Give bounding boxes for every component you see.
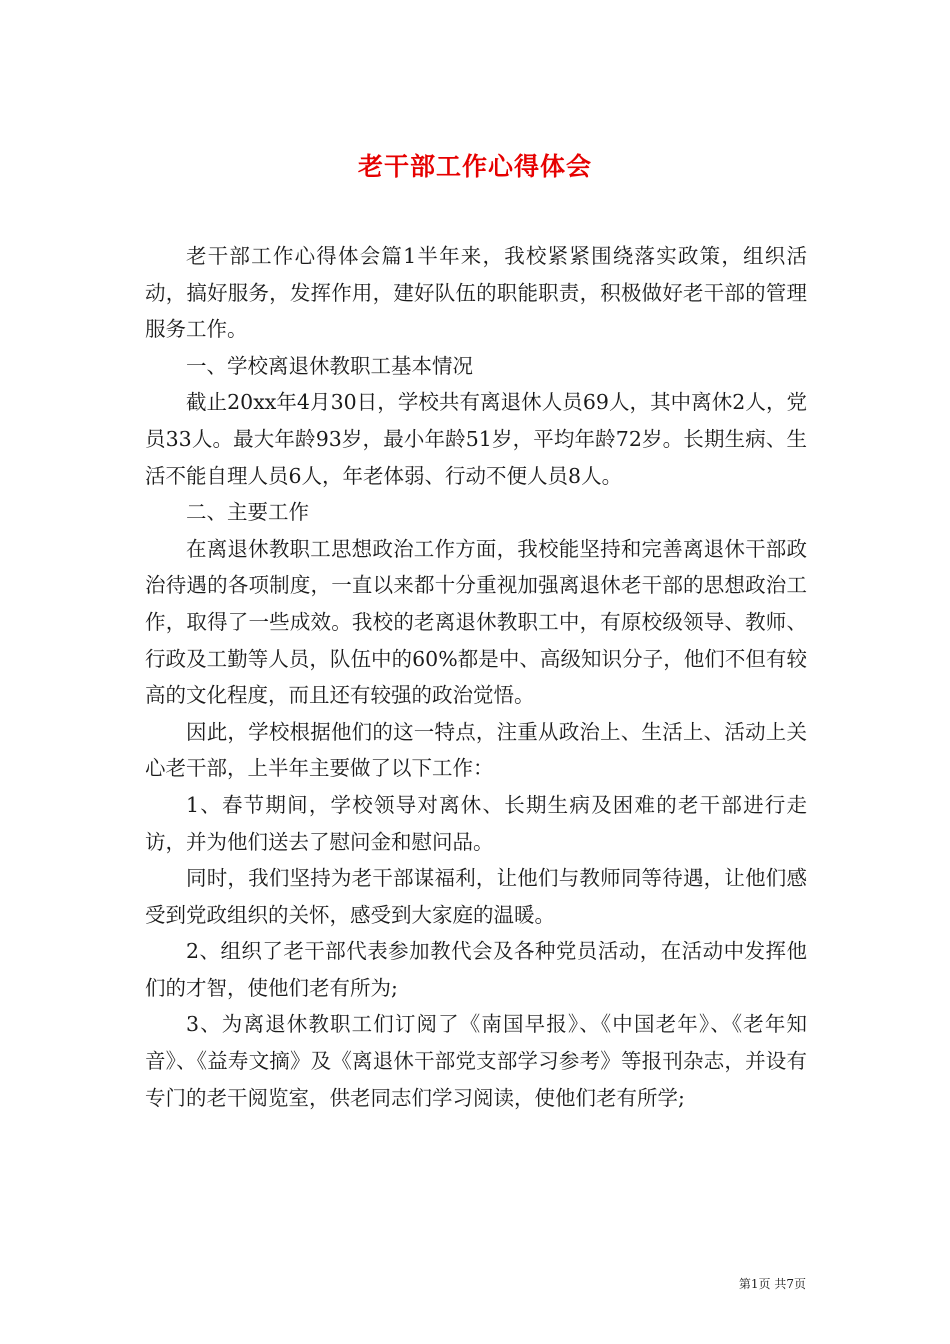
list-item-1: 1、春节期间，学校领导对离休、长期生病及困难的老干部进行走访，并为他们送去了慰问金和慰问品。 <box>145 792 807 854</box>
page-title: 老干部工作心得体会 <box>357 151 592 181</box>
section-heading-basic-info: 一、学校离退休教职工基本情况 <box>186 353 473 378</box>
paragraph-political-work: 在离退休教职工思想政治工作方面，我校能坚持和完善离退休干部政治待遇的各项制度，一直以来都十分重视加强离退休老干部的思想政治工作，取得了一些成效。我校的老离退休教职工中，有原校级领导、教师、行政及工勤等人员，队伍中的60%都是中、高级知识分子，他们不但有较高的文化程度，而且还有较强的政治觉悟。 <box>145 536 807 708</box>
document-body <box>145 238 807 1116</box>
section-heading-main-work: 二、主要工作 <box>186 500 309 525</box>
paragraph-statistics: 截止20xx年4月30日，学校共有离退休人员69人，其中离休2人，党员33人。最大年龄93岁，最小年龄51岁，平均年龄72岁。长期生病、生活不能自理人员6人，年老体弱、行动不便人员8人。 <box>145 390 807 488</box>
paragraph-welfare: 同时，我们坚持为老干部谋福利，让他们与教师同等待遇，让他们感受到党政组织的关怀，感受到大家庭的温暖。 <box>145 866 807 927</box>
page-number: 第1页 共7页 <box>738 1277 806 1291</box>
list-item-3: 3、为离退休教职工们订阅了《南国早报》、《中国老年》、《老年知音》、《益寿文摘》及《离退休干部党支部学习参考》等报刊杂志，并设有专门的老干阅览室，供老同志们学习阅读，使他们老有所学; <box>145 1012 807 1110</box>
list-item-2: 2、组织了老干部代表参加教代会及各种党员活动，在活动中发挥他们的才智，使他们老有所为; <box>145 939 807 1000</box>
paragraph-intro: 老干部工作心得体会篇1半年来，我校紧紧围绕落实政策，组织活动，搞好服务，发挥作用，建好队伍的职能职责，积极做好老干部的管理服务工作。 <box>145 244 807 342</box>
paragraph-therefore: 因此，学校根据他们的这一特点，注重从政治上、生活上、活动上关心老干部，上半年主要做了以下工作： <box>145 719 807 781</box>
